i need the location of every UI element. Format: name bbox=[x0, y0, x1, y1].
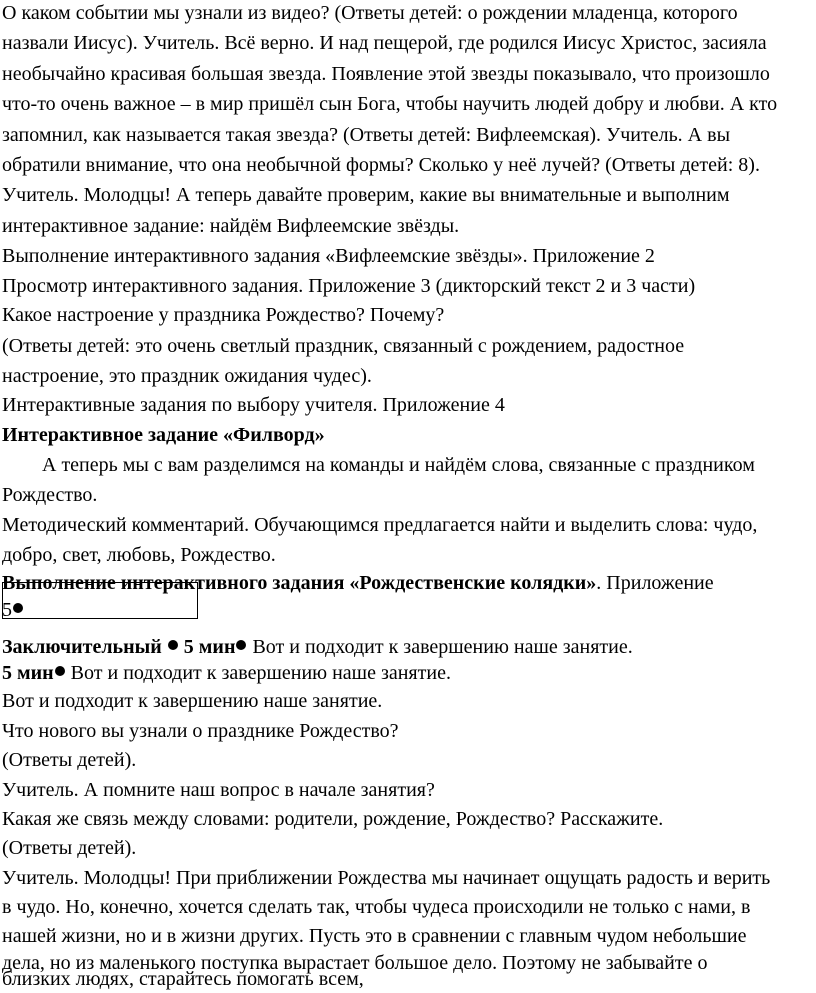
bullet-dot-icon bbox=[168, 640, 178, 650]
paragraph-line: Рождество. bbox=[2, 484, 98, 506]
paragraph-line: (Ответы детей). bbox=[2, 749, 137, 771]
paragraph-line: Учитель. Молодцы! При приближении Рождества мы начинает ощущать радость и верить bbox=[2, 867, 771, 889]
final-stage-time: 5 мин bbox=[183, 636, 236, 658]
paragraph-line: близких людях, старайтесь помогать всем, bbox=[2, 968, 364, 990]
time-line bbox=[2, 660, 451, 687]
carols-heading: Выполнение интерактивного задания «Рождественские колядки» bbox=[2, 572, 597, 594]
paragraph-line: настроение, это праздник ожидания чудес). bbox=[2, 365, 372, 387]
time-text: Вот и подходит к завершению наше занятие. bbox=[65, 662, 451, 684]
bullet-dot-icon bbox=[55, 666, 65, 676]
paragraph-line: Интерактивные задания по выбору учителя. Приложение 4 bbox=[2, 394, 505, 416]
paragraph-line: (Ответы детей: это очень светлый праздник, связанный с рождением, радостное bbox=[2, 335, 685, 357]
paragraph-line: Учитель. А помните наш вопрос в начале занятия? bbox=[2, 779, 435, 801]
paragraph-line: Какая же связь между словами: родители, рождение, Рождество? Расскажите. bbox=[2, 808, 664, 830]
section-heading-filword: Интерактивное задание «Филворд» bbox=[2, 424, 325, 446]
carols-appendix: . Приложение bbox=[596, 572, 714, 594]
final-stage-text: Вот и подходит к завершению наше занятие. bbox=[247, 636, 633, 658]
paragraph-line: дела, но из маленького поступка вырастает большое дело. Поэтому не забывайте о bbox=[2, 952, 708, 974]
paragraph-line: Что нового вы узнали о празднике Рождество? bbox=[2, 720, 399, 742]
paragraph-line: запомнил, как называется такая звезда? (Ответы детей: Вифлеемская). Учитель. А вы bbox=[2, 124, 731, 146]
paragraph-line: Выполнение интерактивного задания «Вифлеемские звёзды». Приложение 2 bbox=[2, 245, 655, 267]
paragraph-line: добро, свет, любовь, Рождество. bbox=[2, 544, 276, 566]
paragraph-line: что-то очень важное – в мир пришёл сын Бога, чтобы научить людей добру и любви. А кто bbox=[2, 93, 778, 115]
paragraph-line: Учитель. Молодцы! А теперь давайте проверим, какие вы внимательные и выполним bbox=[2, 184, 730, 206]
paragraph-line: назвали Иисус). Учитель. Всё верно. И над пещерой, где родился Иисус Христос, засияла bbox=[2, 32, 767, 54]
paragraph-line: в чудо. Но, конечно, хочется сделать так, чтобы чудеса происходили не только с нами, в bbox=[2, 896, 751, 918]
carols-appendix-number: 5 bbox=[2, 599, 12, 621]
final-stage-line bbox=[2, 634, 633, 661]
paragraph-line: (Ответы детей). bbox=[2, 837, 137, 859]
paragraph-line: Вот и подходит к завершению наше занятие. bbox=[2, 690, 383, 712]
paragraph-line: Просмотр интерактивного задания. Приложение 3 (дикторский текст 2 и 3 части) bbox=[2, 275, 696, 297]
time-label: 5 мин bbox=[2, 662, 54, 684]
paragraph-line: необычайно красивая большая звезда. Появление этой звезды показывало, что произошло bbox=[2, 63, 770, 85]
bullet-dot-icon bbox=[236, 640, 246, 650]
empty-frame bbox=[2, 582, 198, 619]
final-stage-label: Заключительный bbox=[2, 636, 162, 658]
paragraph-line: интерактивное задание: найдём Вифлеемские звёзды. bbox=[2, 215, 460, 237]
paragraph-line: Какое настроение у праздника Рождество? Почему? bbox=[2, 304, 445, 326]
paragraph-line: О каком событии мы узнали из видео? (Ответы детей: о рождении младенца, которого bbox=[2, 2, 738, 24]
paragraph-line: А теперь мы с вам разделимся на команды и найдём слова, связанные с праздником bbox=[42, 454, 755, 476]
paragraph-line: Методический комментарий. Обучающимся предлагается найти и выделить слова: чудо, bbox=[2, 514, 758, 536]
paragraph-line: нашей жизни, но и в жизни других. Пусть это в сравнении с главным чудом небольшие bbox=[2, 925, 747, 947]
paragraph-line: обратили внимание, что она необычной формы? Сколько у неё лучей? (Ответы детей: 8). bbox=[2, 154, 760, 176]
